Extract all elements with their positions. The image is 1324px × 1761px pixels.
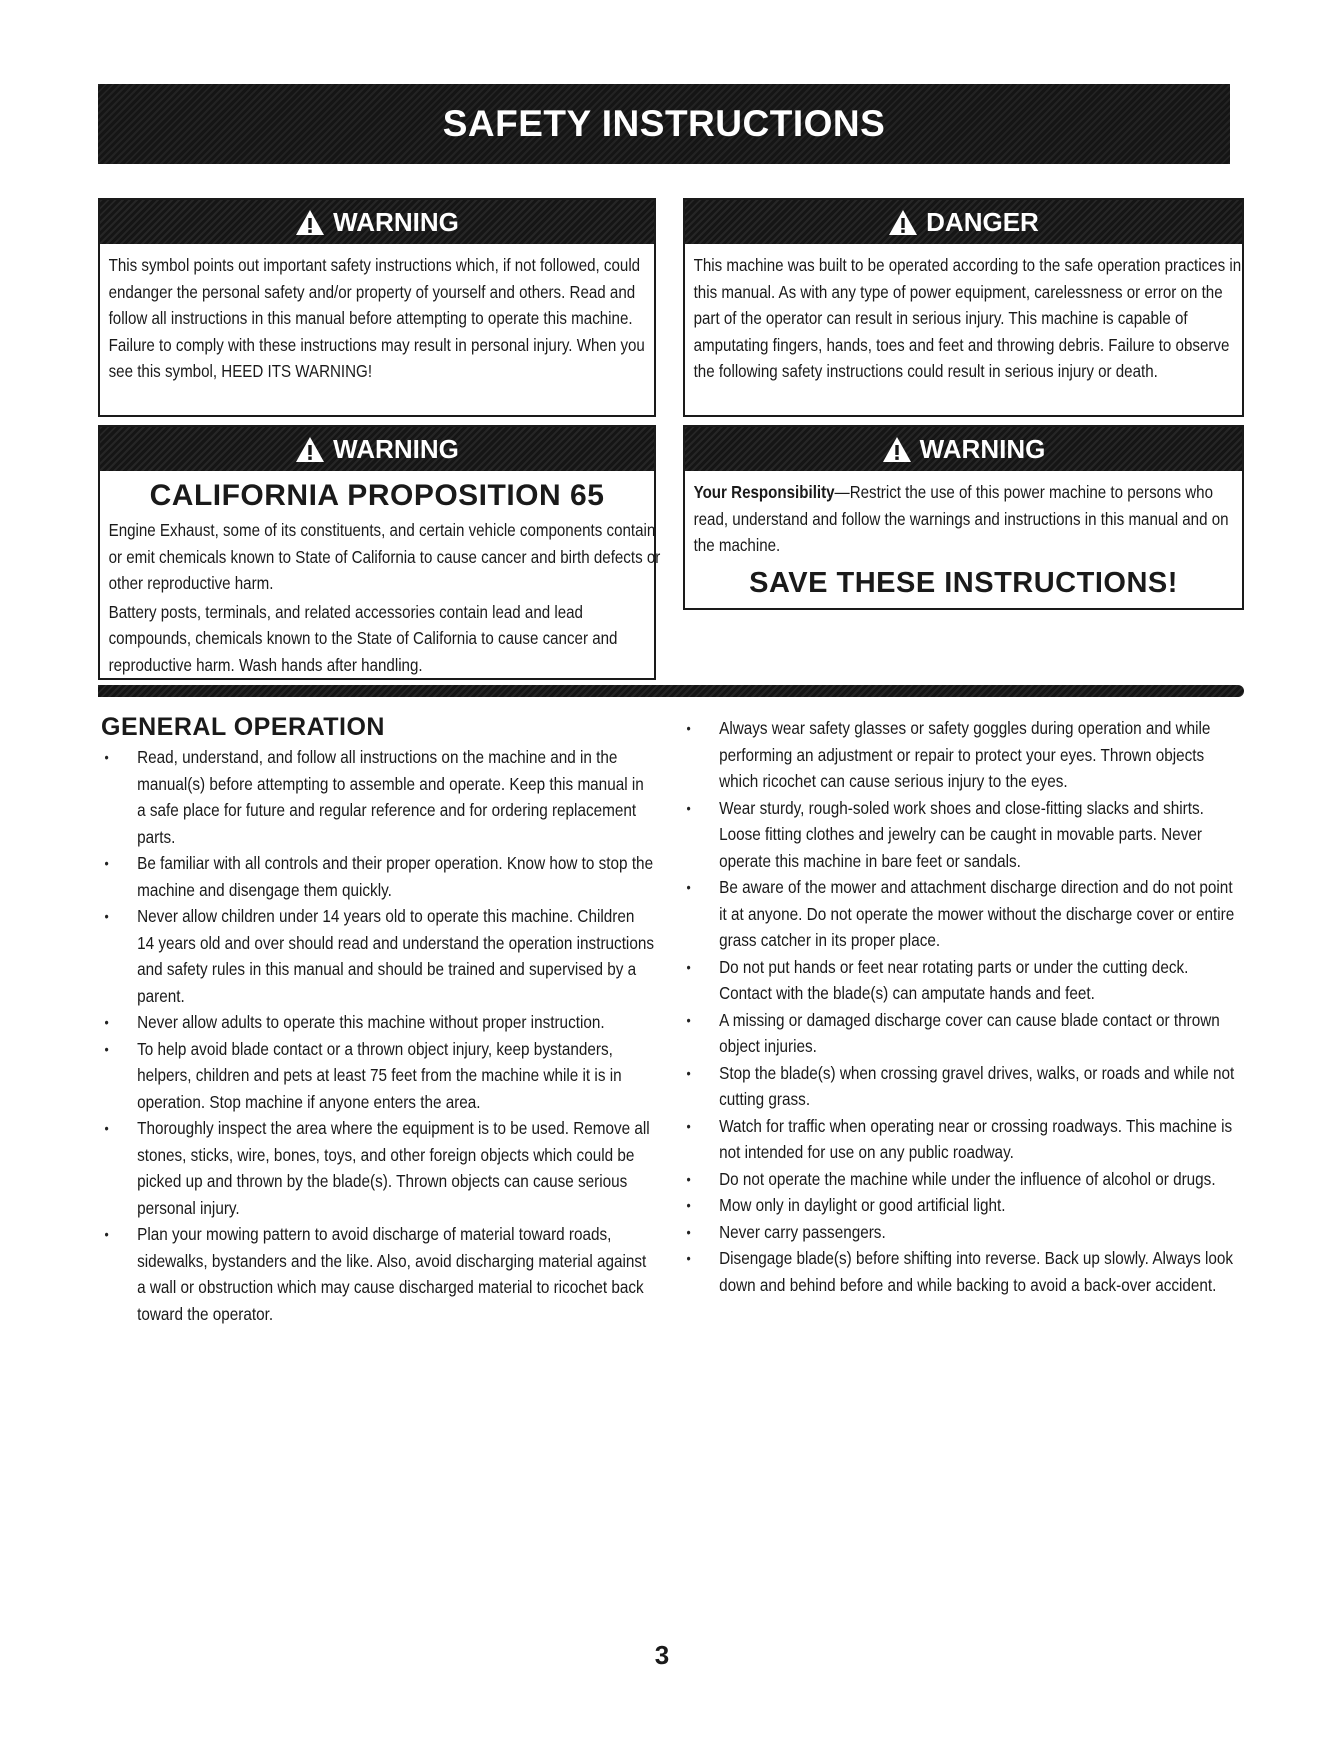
prop65-header-label: WARNING	[333, 433, 459, 464]
warning-triangle-icon	[295, 436, 325, 463]
list-item: • Be familiar with all controls and their proper operation. Know how to stop the machine and disengage them quickly.	[101, 850, 655, 903]
prop65-title: CALIFORNIA PROPOSITION 65	[149, 479, 605, 512]
warning-symbol-text: This symbol points out important safety instructions which, if not followed, could endanger the personal safety and/or property of yourself and others. Read and follow all instructions in this manual before attempting to operate this machine. Failure to comply with these instructions may result in personal injury. When you see this symbol, HEED ITS WARNING!	[108, 255, 645, 381]
list-item: • Watch for traffic when operating near or crossing roadways. This machine is not intended for use on any public roadway.	[683, 1113, 1243, 1166]
prop65-paragraph-1: Engine Exhaust, some of its constituents, and certain vehicle components contain or emit chemicals known to State of California to cause cancer and birth defects or other reproductive harm.	[108, 520, 661, 593]
general-operation-title: GENERAL OPERATION	[101, 713, 385, 741]
warning-triangle-icon	[295, 209, 325, 236]
danger-header	[685, 200, 1242, 244]
list-item: • Never allow adults to operate this machine without proper instruction.	[101, 1009, 655, 1036]
warning-symbol-box	[98, 198, 656, 417]
responsibility-warning-box	[683, 425, 1244, 610]
list-item: • Never allow children under 14 years old to operate this machine. Children 14 years old and over should read and understand the operation instructions and safety rules in this manual and should be trained and supervised by a parent.	[101, 903, 655, 1009]
list-item: • To help avoid blade contact or a thrown object injury, keep bystanders, helpers, children and pets at least 75 feet from the machine while it is in operation. Stop machine if anyone enters the area.	[101, 1036, 655, 1116]
responsibility-label: Your Responsibility	[693, 482, 835, 502]
danger-text: This machine was built to be operated according to the safe operation practices in this manual. As with any type of power equipment, carelessness or error on the part of the operator can result in serious injury. This machine is capable of amputating fingers, hands, toes and feet and throwing debris. Failure to observe the following safety instructions could result in serious injury or death.	[693, 255, 1242, 381]
list-item: • Read, understand, and follow all instructions on the machine and in the manual(s) before attempting to assemble and operate. Keep this manual in a safe place for future and regular reference and for ordering replacement parts.	[101, 744, 655, 850]
warning-header-label: WARNING	[333, 206, 459, 237]
list-item: • Be aware of the mower and attachment discharge direction and do not point it at anyone. Do not operate the mower without the discharge cover or entire grass catcher in its proper place.	[683, 874, 1243, 954]
responsibility-text	[694, 479, 1250, 559]
safety-instructions-banner	[98, 84, 1230, 164]
list-item: • Thoroughly inspect the area where the equipment is to be used. Remove all stones, sticks, wire, bones, toys, and other foreign objects which could be picked up and thrown by the blade(s). Thrown objects can cause serious personal injury.	[101, 1115, 655, 1221]
general-operation-left-list	[101, 744, 656, 1327]
prop65-warning-box	[98, 425, 661, 680]
warning-header	[100, 200, 654, 244]
page-title: SAFETY INSTRUCTIONS	[442, 103, 886, 144]
responsibility-body: —Restrict the use of this power machine to persons who read, understand and follow the warnings and instructions in this manual and on the machine.	[693, 482, 1229, 555]
list-item: • Stop the blade(s) when crossing gravel drives, walks, or roads and while not cutting grass.	[683, 1060, 1243, 1113]
responsibility-warning-header	[685, 427, 1242, 471]
list-item: • Wear sturdy, rough-soled work shoes and close-fitting slacks and shirts. Loose fitting clothes and jewelry can be caught in movable parts. Never operate this machine in bare feet or sandals.	[683, 795, 1243, 875]
list-item: • A missing or damaged discharge cover can cause blade contact or thrown object injuries.	[683, 1007, 1243, 1060]
warning-triangle-icon	[888, 209, 918, 236]
save-instructions-title: SAVE THESE INSTRUCTIONS!	[749, 566, 1178, 599]
list-item: • Never carry passengers.	[683, 1219, 1243, 1246]
prop65-paragraph-2: Battery posts, terminals, and related accessories contain lead and lead compounds, chemicals known to the State of California to cause cancer and reproductive harm. Wash hands after handling.	[108, 601, 618, 675]
warning-triangle-icon	[882, 436, 912, 463]
list-item: • Plan your mowing pattern to avoid discharge of material toward roads, sidewalks, bystanders and the like. Also, avoid discharging material against a wall or obstruction which may cause discharged material to ricochet back toward the operator.	[101, 1221, 655, 1327]
page-number: 3	[654, 1640, 670, 1670]
danger-box	[683, 198, 1244, 417]
list-item: • Always wear safety glasses or safety goggles during operation and while performing an adjustment or repair to protect your eyes. Thrown objects which ricochet can cause serious injury to the eyes.	[683, 715, 1243, 795]
list-item: • Do not put hands or feet near rotating parts or under the cutting deck. Contact with the blade(s) can amputate hands and feet.	[683, 954, 1243, 1007]
list-item: • Do not operate the machine while under the influence of alcohol or drugs.	[683, 1166, 1243, 1193]
danger-header-label: DANGER	[926, 206, 1039, 237]
prop65-warning-header	[100, 427, 654, 471]
responsibility-header-label: WARNING	[919, 433, 1046, 464]
section-divider	[98, 685, 1244, 697]
general-operation-right-list	[683, 715, 1244, 1298]
list-item: • Disengage blade(s) before shifting into reverse. Back up slowly. Always look down and behind before and while backing to avoid a back-over accident.	[683, 1245, 1243, 1298]
list-item: • Mow only in daylight or good artificial light.	[683, 1192, 1243, 1219]
